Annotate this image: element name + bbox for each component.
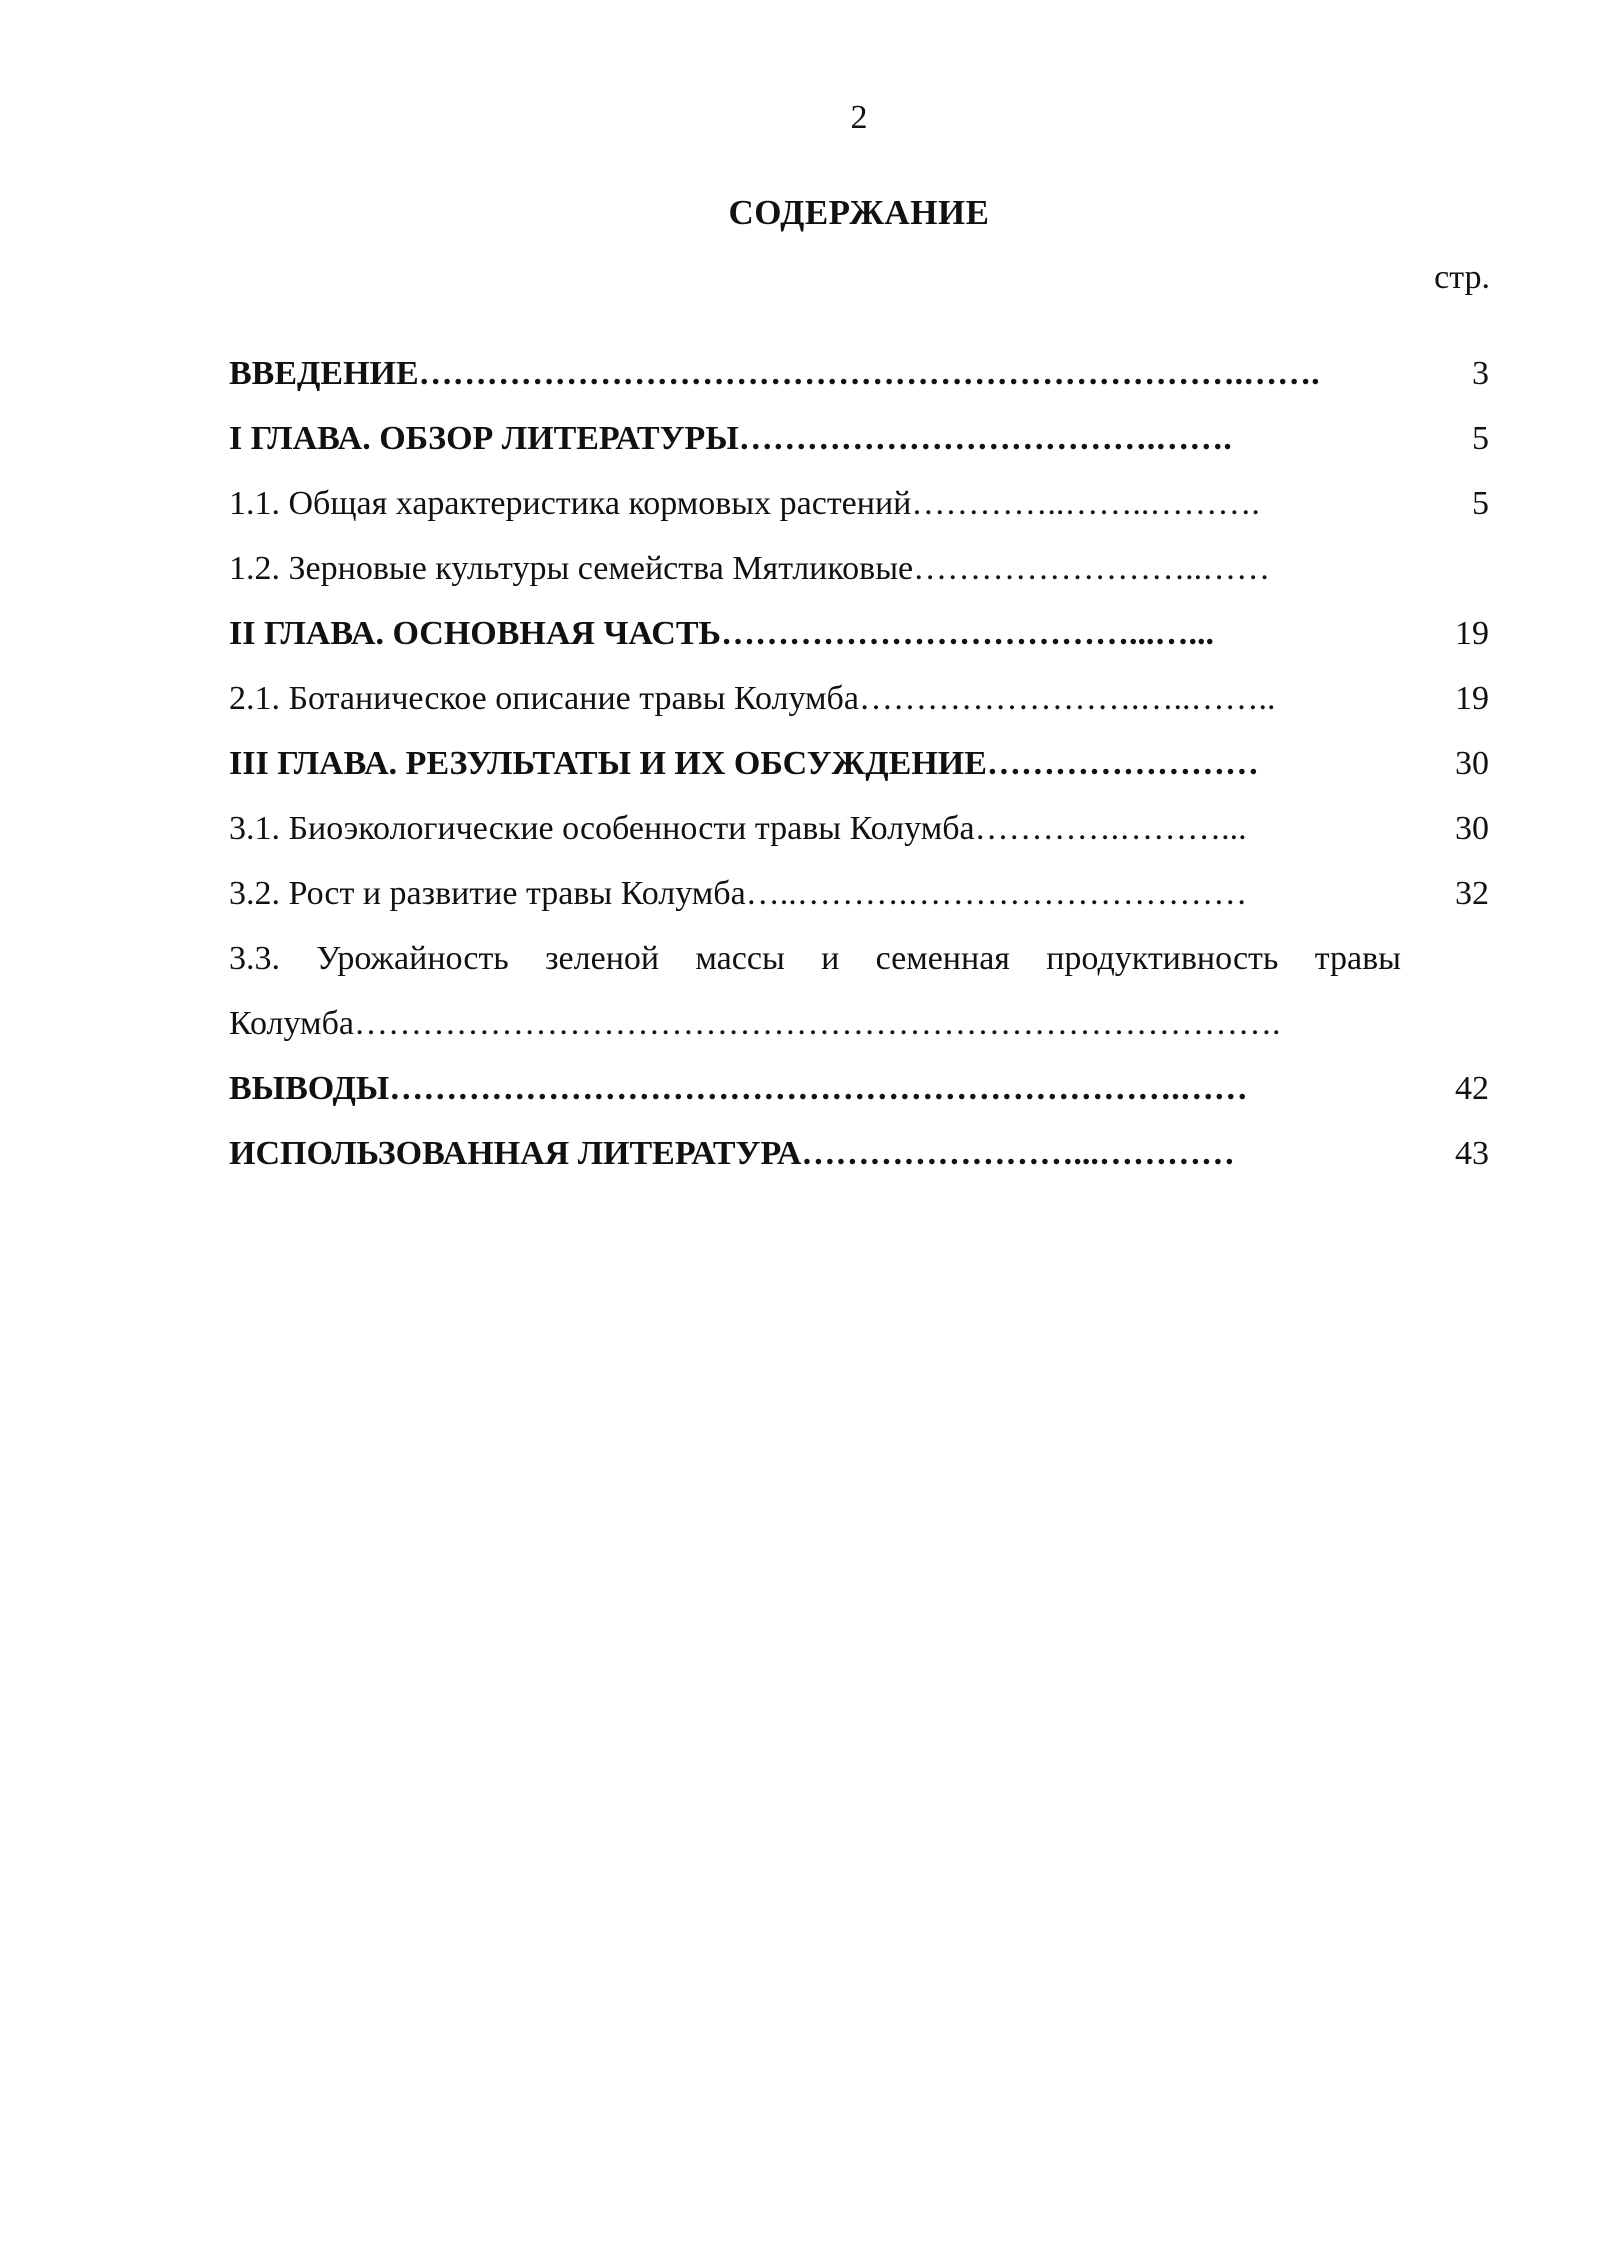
toc-entry-chapter-1[interactable] <box>229 406 1489 471</box>
toc-entry-page: 19 <box>1455 680 1489 717</box>
toc-entry-page: 19 <box>1455 615 1489 652</box>
toc-entry-page: 3 <box>1472 355 1489 392</box>
toc-entry-page: 43 <box>1455 1135 1489 1172</box>
toc-title: СОДЕРЖАНИЕ <box>728 193 990 232</box>
toc-entry-section-3-3[interactable] <box>229 926 1489 1056</box>
toc-entry-references[interactable] <box>229 1121 1489 1186</box>
toc-entry-page: 30 <box>1455 810 1489 847</box>
toc-entry-text: 3.1. Биоэкологические особенности травы Колумба………….………... <box>229 810 1247 847</box>
toc-entry-section-3-1[interactable] <box>229 796 1489 861</box>
toc-entry-introduction[interactable] <box>229 341 1489 406</box>
page-column-label: стр. <box>1434 259 1490 296</box>
toc-entry-text: III ГЛАВА. РЕЗУЛЬТАТЫ И ИХ ОБСУЖДЕНИЕ…………………… <box>229 745 1259 782</box>
toc-entry-section-2-1[interactable] <box>229 666 1489 731</box>
toc-entry-text: ВВЕДЕНИЕ……………………………………………………………….……. <box>229 355 1320 392</box>
toc-entry-section-1-1[interactable] <box>229 471 1489 536</box>
page-number: 2 <box>850 99 868 136</box>
toc-entry-page: 5 <box>1472 420 1489 457</box>
toc-entry-section-1-2[interactable] <box>229 536 1489 601</box>
toc-entry-text: 2.1. Ботаническое описание травы Колумба…………………….…..…….. <box>229 680 1276 717</box>
toc-entry-text: 3.2. Рост и развитие травы Колумба…..……….………………………… <box>229 875 1248 912</box>
toc-entry-page: 42 <box>1455 1070 1489 1107</box>
toc-entry-conclusions[interactable] <box>229 1056 1489 1121</box>
toc-entry-page: 30 <box>1455 745 1489 782</box>
table-of-contents <box>229 341 1489 1186</box>
toc-entry-section-3-2[interactable] <box>229 861 1489 926</box>
toc-entry-text: ИСПОЛЬЗОВАННАЯ ЛИТЕРАТУРА……………………...………… <box>229 1135 1235 1172</box>
toc-entry-text: 3.3. Урожайность зеленой массы и семенная продуктивность травы Колумба………………………………………………………………………. <box>229 940 1401 1042</box>
toc-entry-text: 1.2. Зерновые культуры семейства Мятликовые……………………..…… <box>229 550 1271 587</box>
toc-entry-text: I ГЛАВА. ОБЗОР ЛИТЕРАТУРЫ……………………………….……. <box>229 420 1232 457</box>
toc-entry-text: 1.1. Общая характеристика кормовых растений…………..……..………. <box>229 485 1260 522</box>
toc-entry-text: II ГЛАВА. ОСНОВНАЯ ЧАСТЬ………………………………...…... <box>229 615 1215 652</box>
toc-entry-page: 5 <box>1472 485 1489 522</box>
toc-entry-page: 32 <box>1455 875 1489 912</box>
toc-entry-chapter-3[interactable] <box>229 731 1489 796</box>
toc-entry-text: ВЫВОДЫ…………………………………………………………….…… <box>229 1070 1248 1107</box>
toc-entry-chapter-2[interactable] <box>229 601 1489 666</box>
